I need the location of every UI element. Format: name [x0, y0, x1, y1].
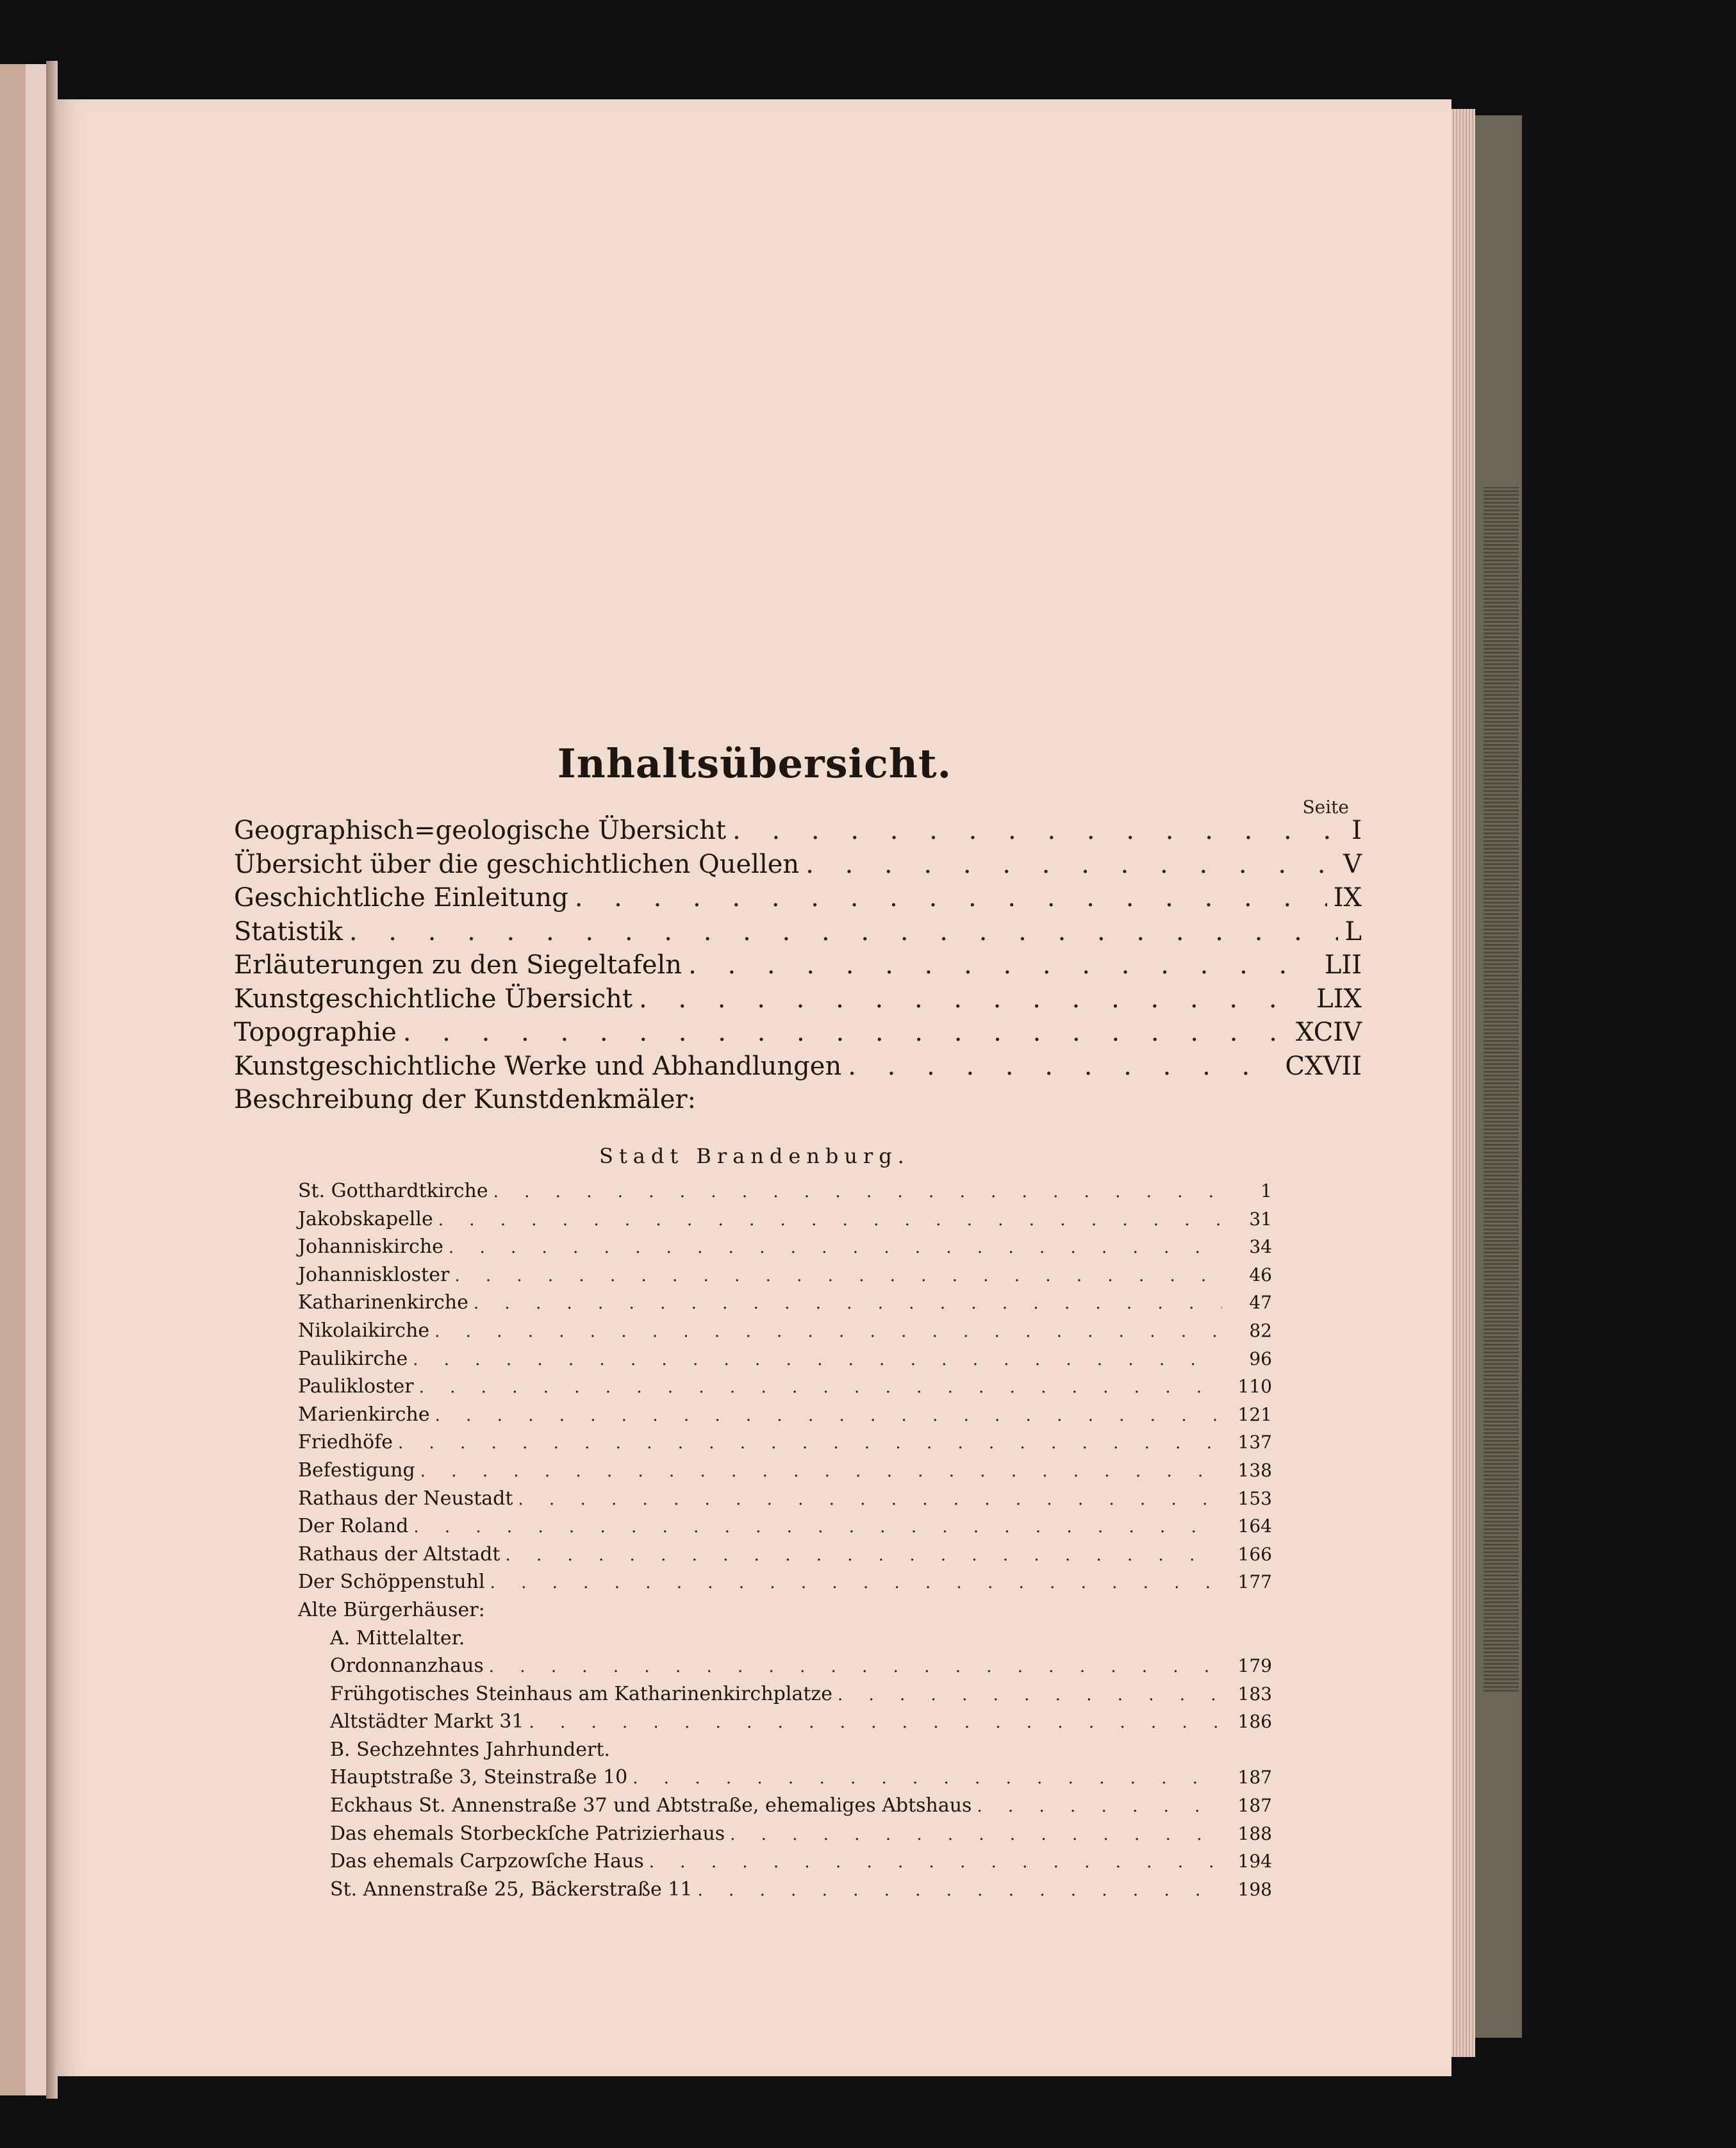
toc-entry-label: Der Roland [298, 1515, 409, 1538]
toc-entry [298, 1850, 1272, 1878]
page-edges [1450, 109, 1475, 2057]
toc-entry [298, 1878, 1272, 1906]
toc-leader-dots [518, 1490, 1222, 1509]
toc-page-number: 82 [1249, 1319, 1272, 1341]
toc-page-number: 187 [1237, 1795, 1272, 1817]
toc-entry [298, 1543, 1272, 1571]
toc-leader-dots [434, 1322, 1222, 1341]
toc-entry-label: Das ehemals Carpzowſche Haus [330, 1850, 644, 1873]
toc-entry-label: Marienkirche [298, 1403, 430, 1426]
toc-entry [298, 1291, 1272, 1319]
toc-page-number: 46 [1249, 1264, 1272, 1285]
toc-page-number: CXVII [1285, 1051, 1362, 1081]
toc-leader-dots [489, 1657, 1222, 1676]
toc-page-number: 164 [1237, 1516, 1272, 1537]
toc-entry [298, 1235, 1272, 1264]
toc-entry-label: St. Gotthardtkirche [298, 1180, 488, 1202]
toc-entry [234, 850, 1362, 884]
toc-page-number: LII [1324, 950, 1362, 980]
toc-leader-dots [649, 1853, 1222, 1872]
toc-entry-label: Topographie [234, 1018, 397, 1047]
toc-leader-dots [435, 1406, 1222, 1425]
toc-entry [234, 917, 1362, 951]
toc-entry-label: Altstädter Markt 31 [330, 1710, 524, 1733]
toc-page-number: 110 [1237, 1376, 1272, 1398]
toc-entry [298, 1375, 1272, 1403]
toc-leader-dots [977, 1797, 1222, 1816]
toc-leader-dots [688, 950, 1318, 980]
toc-page-number: 186 [1237, 1711, 1272, 1733]
toc-page-number: IX [1333, 883, 1362, 913]
toc-entry-label: B. Sechzehntes Jahrhundert. [330, 1738, 610, 1761]
toc-entry-label: Kunstgeschichtliche Werke und Abhandlungen [234, 1051, 842, 1081]
toc-entry-label: Kunstgeschichtliche Übersicht [234, 984, 632, 1014]
toc-entry-label: Übersicht über die geschichtlichen Quellen [234, 849, 800, 879]
toc-leader-dots [438, 1210, 1222, 1230]
toc-entry-label: Alte Bürgerhäuser: [298, 1598, 485, 1621]
toc-page-number: 179 [1237, 1655, 1272, 1677]
toc-entry-label: Jakobskapelle [298, 1207, 433, 1230]
toc-entry [298, 1655, 1272, 1683]
main-toc-list [234, 816, 1362, 1119]
toc-entry-label: Beschreibung der Kunstdenkmäler: [234, 1085, 697, 1114]
toc-page-number: 187 [1237, 1767, 1272, 1789]
toc-leader-dots [490, 1573, 1222, 1592]
book-page [58, 99, 1451, 2076]
toc-page-number: V [1343, 849, 1362, 879]
toc-entry [298, 1710, 1272, 1739]
toc-entry [298, 1599, 1272, 1627]
toc-page-number: XCIV [1295, 1018, 1362, 1047]
toc-leader-dots [732, 816, 1345, 845]
toc-entry-label: Frühgotisches Steinhaus am Katharinenkirchplatze [330, 1682, 832, 1705]
toc-leader-dots [449, 1238, 1222, 1257]
spine-cloth [1484, 487, 1519, 1692]
toc-entry-label: Erläuterungen zu den Siegeltafeln [234, 950, 682, 980]
toc-entry-label: Nikolaikirche [298, 1319, 430, 1342]
toc-leader-dots [529, 1713, 1222, 1732]
toc-entry [298, 1487, 1272, 1516]
toc-entry [298, 1766, 1272, 1794]
toc-entry-label: Rathaus der Neustadt [298, 1487, 513, 1510]
toc-entry-label: Geschichtliche Einleitung [234, 883, 568, 913]
toc-leader-dots [639, 984, 1310, 1014]
toc-page-number: 121 [1237, 1403, 1272, 1425]
toc-entry [298, 1431, 1272, 1459]
toc-entry [234, 1085, 1362, 1119]
toc-page-number: 177 [1237, 1571, 1272, 1593]
toc-entry-label: Ordonnanzhaus [330, 1655, 484, 1678]
toc-leader-dots [398, 1433, 1222, 1453]
toc-entry [298, 1319, 1272, 1348]
toc-leader-dots [505, 1546, 1222, 1565]
toc-entry-label: Befestigung [298, 1458, 415, 1482]
toc-page-number: 166 [1237, 1543, 1272, 1565]
section-heading: Stadt Brandenburg. [599, 1144, 910, 1168]
toc-leader-dots [413, 1350, 1222, 1369]
toc-leader-dots [632, 1769, 1222, 1788]
seite-label: Seite [1302, 797, 1349, 818]
toc-entry-label: Das ehemals Storbeckſche Patrizierhaus [330, 1822, 725, 1845]
book-gutter [46, 61, 58, 2099]
toc-entry [298, 1683, 1272, 1711]
toc-entry-label: Rathaus der Altstadt [298, 1542, 500, 1566]
toc-page-number: 31 [1249, 1208, 1272, 1230]
toc-entry [298, 1739, 1272, 1767]
toc-leader-dots [420, 1462, 1222, 1481]
toc-entry [298, 1348, 1272, 1376]
toc-leader-dots [838, 1685, 1222, 1705]
toc-page-number: 198 [1237, 1878, 1272, 1900]
toc-entry-label: Statistik [234, 916, 343, 946]
toc-entry-label: Der Schöppenstuhl [298, 1571, 485, 1594]
toc-entry-label: Katharinenkirche [298, 1291, 468, 1314]
page-title: Inhaltsübersicht. [557, 740, 952, 787]
toc-entry-label: Friedhöfe [298, 1431, 393, 1454]
toc-entry-label: Paulikloster [298, 1375, 414, 1398]
toc-leader-dots [419, 1378, 1222, 1397]
toc-leader-dots [698, 1881, 1222, 1900]
toc-leader-dots [575, 883, 1327, 913]
toc-page-number: 138 [1237, 1459, 1272, 1481]
toc-leader-dots [349, 917, 1339, 946]
toc-page-number: I [1352, 816, 1362, 845]
toc-page-number: L [1344, 916, 1362, 946]
toc-page-number: 96 [1249, 1348, 1272, 1369]
toc-page-number: 194 [1237, 1851, 1272, 1872]
toc-page-number: 34 [1249, 1236, 1272, 1258]
toc-leader-dots [848, 1052, 1278, 1081]
toc-page-number: 188 [1237, 1822, 1272, 1844]
toc-entry [234, 984, 1362, 1018]
toc-entry [298, 1515, 1272, 1543]
toc-page-number: LIX [1316, 984, 1362, 1014]
toc-entry-label: St. Annenstraße 25, Bäckerstraße 11 [330, 1878, 693, 1901]
toc-entry [234, 816, 1362, 850]
toc-entry [234, 950, 1362, 984]
toc-entry [298, 1403, 1272, 1432]
toc-entry-label: Johanniskloster [298, 1263, 450, 1286]
toc-leader-dots [403, 1018, 1289, 1047]
toc-leader-dots [413, 1517, 1222, 1537]
toc-entry-label: Johanniskirche [298, 1235, 443, 1259]
toc-entry [298, 1794, 1272, 1822]
left-page-edge [0, 64, 47, 2095]
toc-entry-label: A. Mittelalter. [330, 1626, 465, 1649]
toc-entry-label: Eckhaus St. Annenstraße 37 und Abtstraße, ehemaliges Abtshaus [330, 1794, 972, 1817]
toc-page-number: 137 [1237, 1432, 1272, 1453]
toc-leader-dots [454, 1266, 1222, 1285]
toc-entry [234, 883, 1362, 917]
toc-entry [298, 1264, 1272, 1292]
toc-entry-label: Paulikirche [298, 1347, 408, 1370]
toc-leader-dots [806, 850, 1337, 879]
toc-entry [234, 1052, 1362, 1086]
toc-entry [298, 1571, 1272, 1599]
toc-entry-label: Hauptstraße 3, Steinstraße 10 [330, 1766, 628, 1789]
toc-page-number: 1 [1261, 1180, 1272, 1202]
toc-leader-dots [493, 1182, 1222, 1202]
toc-entry [298, 1208, 1272, 1236]
toc-leader-dots [730, 1825, 1222, 1844]
toc-entry [298, 1459, 1272, 1487]
toc-page-number: 183 [1237, 1683, 1272, 1705]
toc-entry [298, 1180, 1272, 1208]
toc-entry [298, 1627, 1272, 1655]
toc-entry [234, 1018, 1362, 1052]
toc-page-number: 153 [1237, 1487, 1272, 1509]
toc-leader-dots [474, 1294, 1222, 1313]
toc-entry-label: Geographisch=geologische Übersicht [234, 816, 727, 845]
sub-toc-list [298, 1180, 1272, 1906]
toc-entry [298, 1822, 1272, 1851]
toc-page-number: 47 [1249, 1292, 1272, 1314]
